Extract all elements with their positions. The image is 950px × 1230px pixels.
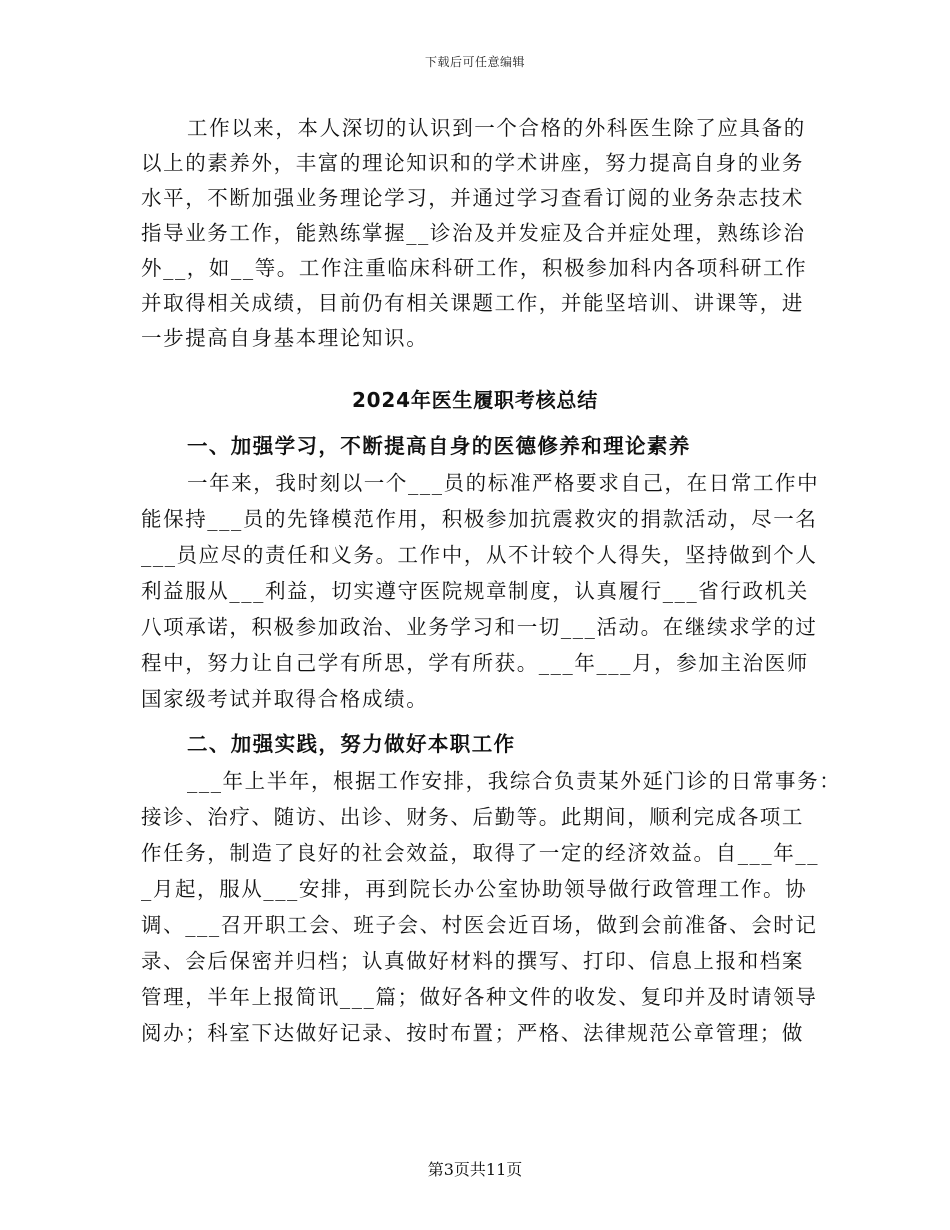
paragraph-line: 利益服从___利益，切实遵守医院规章制度，认真履行___省行政机关: [141, 579, 809, 603]
paragraph-line: _月起，服从___安排，再到院长办公室协助领导做行政管理工作。协: [141, 877, 808, 901]
paragraph-line: 工作以来，本人深切的认识到一个合格的外科医生除了应具备的: [187, 116, 806, 140]
paragraph-line: 录、会后保密并归档；认真做好材料的撰写、打印、信息上报和档案: [141, 949, 804, 973]
paragraph-line: 接诊、治疗、随访、出诊、财务、后勤等。此期间，顺利完成各项工: [141, 805, 804, 829]
page-header: 下载后可任意编辑: [424, 55, 525, 69]
paragraph-line: ___员应尽的责任和义务。工作中，从不计较个人得失，坚持做到个人: [141, 543, 818, 567]
paragraph-line: 八项承诺，积极参加政治、业务学习和一切___活动。在继续求学的过: [141, 615, 818, 639]
paragraph-line: 阅办；科室下达做好记录、按时布置；严格、法律规范公章管理；做: [141, 1021, 804, 1045]
section-1-heading: 一、加强学习，不断提高自身的医德修养和理论素养: [187, 434, 691, 458]
paragraph-line: 水平，不断加强业务理论学习，并通过学习查看订阅的业务杂志技术: [141, 186, 804, 210]
paragraph-line: 外__，如__等。工作注重临床科研工作，积极参加科内各项科研工作: [141, 256, 808, 280]
paragraph-line: 一年来，我时刻以一个___员的标准严格要求自己，在日常工作中: [187, 471, 820, 495]
paragraph-line: 并取得相关成绩，目前仍有相关课题工作，并能坚培训、讲课等，进: [141, 291, 804, 315]
paragraph-line: 作任务，制造了良好的社会效益，取得了一定的经济效益。自___年__: [141, 841, 820, 865]
paragraph-line: 指导业务工作，能熟练掌握__诊治及并发症及合并症处理，熟练诊治: [141, 221, 806, 245]
document-title: 2024年医生履职考核总结: [351, 388, 599, 412]
paragraph-line: 能保持___员的先锋模范作用，积极参加抗震救灾的捐款活动，尽一名: [141, 507, 818, 531]
paragraph-line: 国家级考试并取得合格成绩。: [141, 687, 429, 711]
paragraph-line: 管理，半年上报简讯___篇；做好各种文件的收发、复印并及时请领导: [141, 985, 818, 1009]
paragraph-line: 调、___召开职工会、班子会、村医会近百场，做到会前准备、会时记: [141, 913, 818, 937]
paragraph-line: 以上的素养外，丰富的理论知识和的学术讲座，努力提高自身的业务: [141, 151, 804, 175]
section-2-heading: 二、加强实践，努力做好本职工作: [187, 732, 516, 756]
paragraph-line: 一步提高自身基本理论知识。: [141, 326, 429, 350]
paragraph-line: ___年上半年，根据工作安排，我综合负责某外延门诊的日常事务：: [187, 769, 842, 793]
paragraph-line: 程中，努力让自己学有所思，学有所获。___年___月，参加主治医师: [141, 651, 809, 675]
page-footer: 第3页共11页: [427, 1160, 523, 1179]
